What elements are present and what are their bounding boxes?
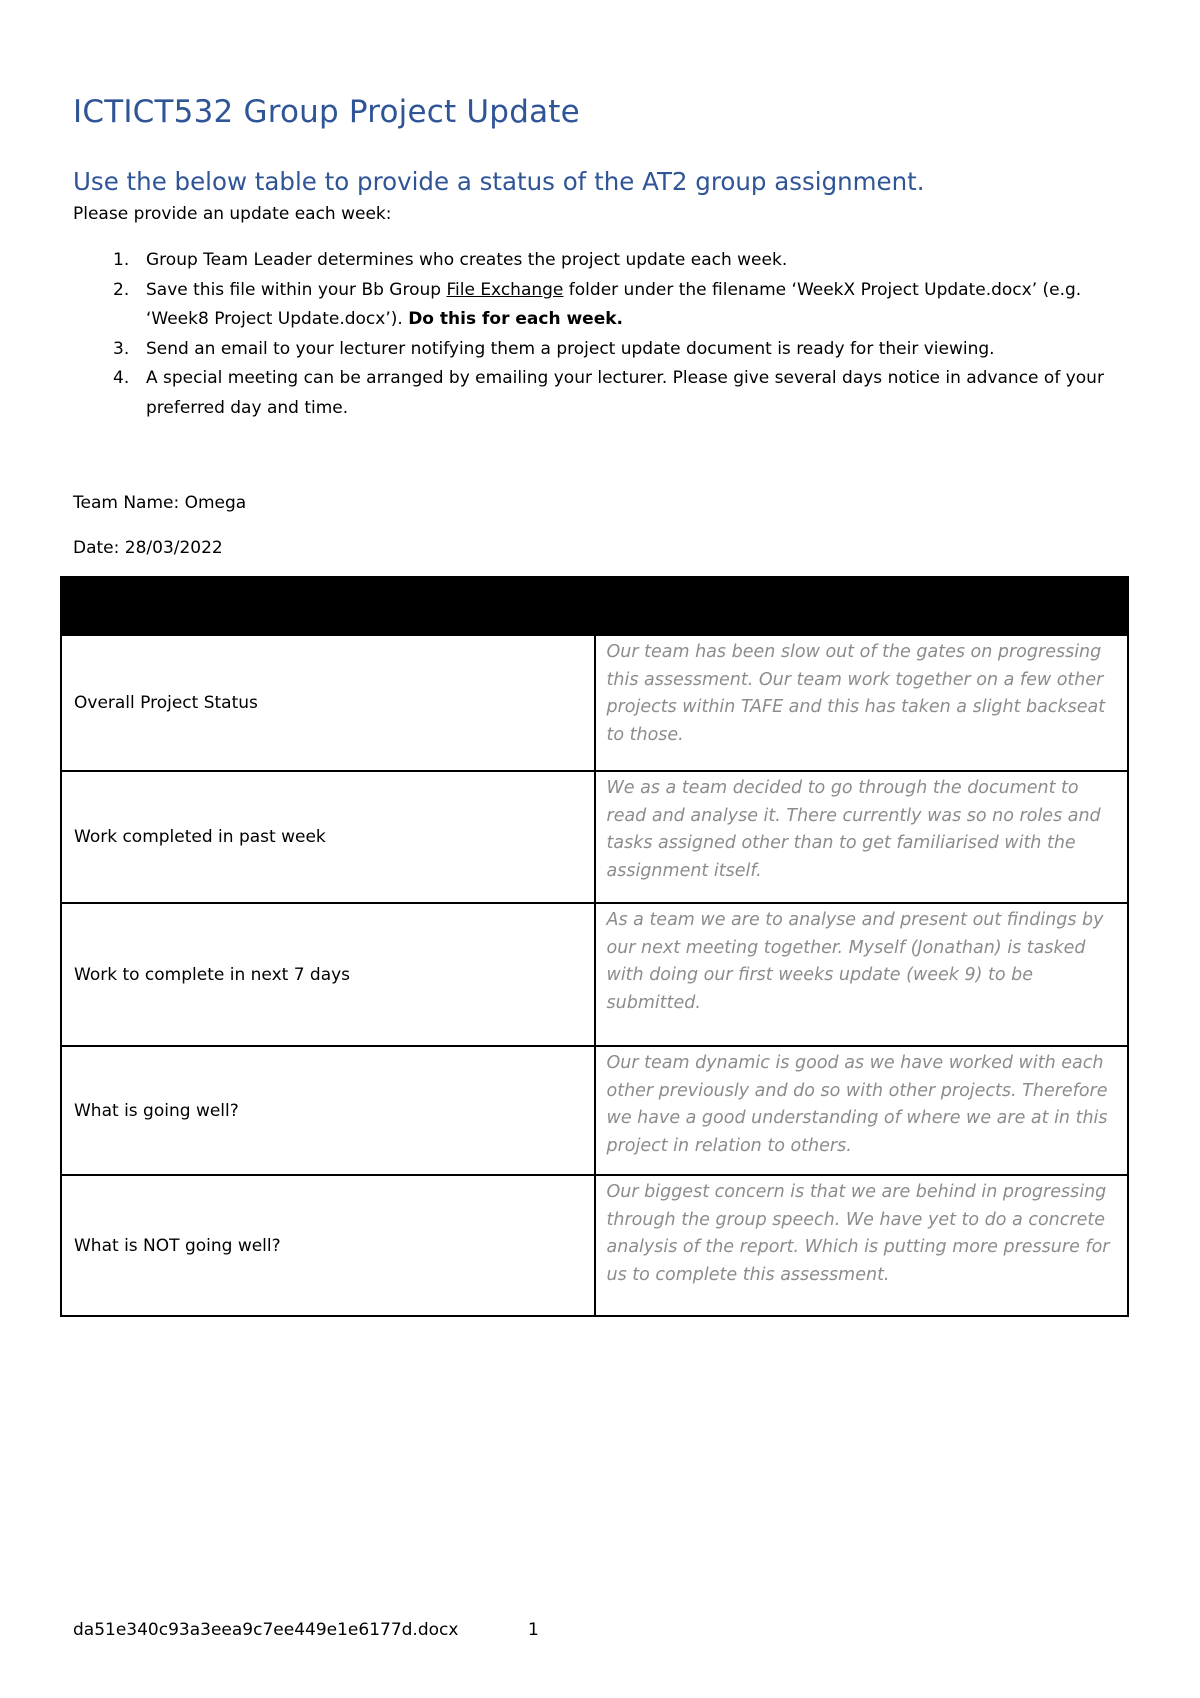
- instruction-text: A special meeting can be arranged by emailing your lecturer. Please give several days notice in advance of your preferred day and time.: [146, 368, 1104, 418]
- table-header-cell: [595, 577, 1129, 635]
- footer-filename: da51e340c93a3eea9c7ee449e1e6177d.docx: [73, 1620, 459, 1640]
- instruction-text: Send an email to your lecturer notifying them a project update document is ready for their viewing.: [146, 338, 995, 359]
- footer-page-number: 1: [528, 1620, 539, 1640]
- file-exchange-link[interactable]: File Exchange: [446, 279, 564, 300]
- instruction-text: Group Team Leader determines who creates the project update each week.: [146, 250, 788, 270]
- page-footer: [73, 1620, 539, 1640]
- row-label: What is NOT going well?: [61, 1175, 595, 1316]
- table-row: [61, 1046, 1128, 1175]
- row-value[interactable]: We as a team decided to go through the document to read and analyse it. There currently was so no roles and tasks assigned other than to get familiarised with the assignment itself.: [595, 771, 1129, 903]
- instruction-item: [73, 335, 1133, 365]
- row-value[interactable]: Our team has been slow out of the gates on progressing this assessment. Our team work together on a few other projects within TAFE and this has taken a slight backseat to those.: [595, 635, 1129, 771]
- row-label: Overall Project Status: [61, 635, 595, 771]
- instruction-number: 3.: [113, 338, 130, 359]
- row-value[interactable]: Our biggest concern is that we are behind in progressing through the group speech. We have yet to do a concrete analysis of the report. Which is putting more pressure for us to complete this assessment.: [595, 1175, 1129, 1316]
- instruction-item: [73, 246, 1133, 276]
- row-label: Work completed in past week: [61, 771, 595, 903]
- instruction-item: [73, 276, 1133, 335]
- row-label: What is going well?: [61, 1046, 595, 1175]
- row-value[interactable]: Our team dynamic is good as we have worked with each other previously and do so with other projects. Therefore we have a good understanding of where we are at in this project in relation to others.: [595, 1046, 1129, 1175]
- instruction-item: [73, 364, 1133, 423]
- instruction-number: 1.: [113, 250, 130, 270]
- table-row: [61, 635, 1128, 771]
- document-subtitle: Use the below table to provide a status of the AT2 group assignment.: [73, 167, 925, 196]
- table-row: [61, 1175, 1128, 1316]
- table-row: [61, 771, 1128, 903]
- row-label: Work to complete in next 7 days: [61, 903, 595, 1046]
- table-header-cell: [61, 577, 595, 635]
- status-table: [60, 576, 1129, 1317]
- document-title: ICTICT532 Group Project Update: [73, 94, 580, 130]
- report-date: Date: 28/03/2022: [73, 538, 223, 558]
- team-name: Team Name: Omega: [73, 493, 247, 513]
- intro-text: Please provide an update each week:: [73, 204, 392, 224]
- table-row: [61, 903, 1128, 1046]
- row-value[interactable]: As a team we are to analyse and present out findings by our next meeting together. Myself (Jonathan) is tasked with doing our first weeks update (week 9) to be submitted.: [595, 903, 1129, 1046]
- instruction-list: [73, 246, 1133, 423]
- instruction-number: 4.: [113, 368, 130, 388]
- instruction-emphasis: Do this for each week.: [408, 309, 623, 329]
- instruction-text-continued: folder under the filename ‘WeekX Project Update.docx’ (e.g. ‘Week8 Project Update.docx’).: [146, 279, 1082, 329]
- instruction-text: Save this file within your Bb Group: [146, 279, 447, 300]
- table-header-row: [61, 577, 1128, 635]
- instruction-number: 2.: [113, 279, 130, 300]
